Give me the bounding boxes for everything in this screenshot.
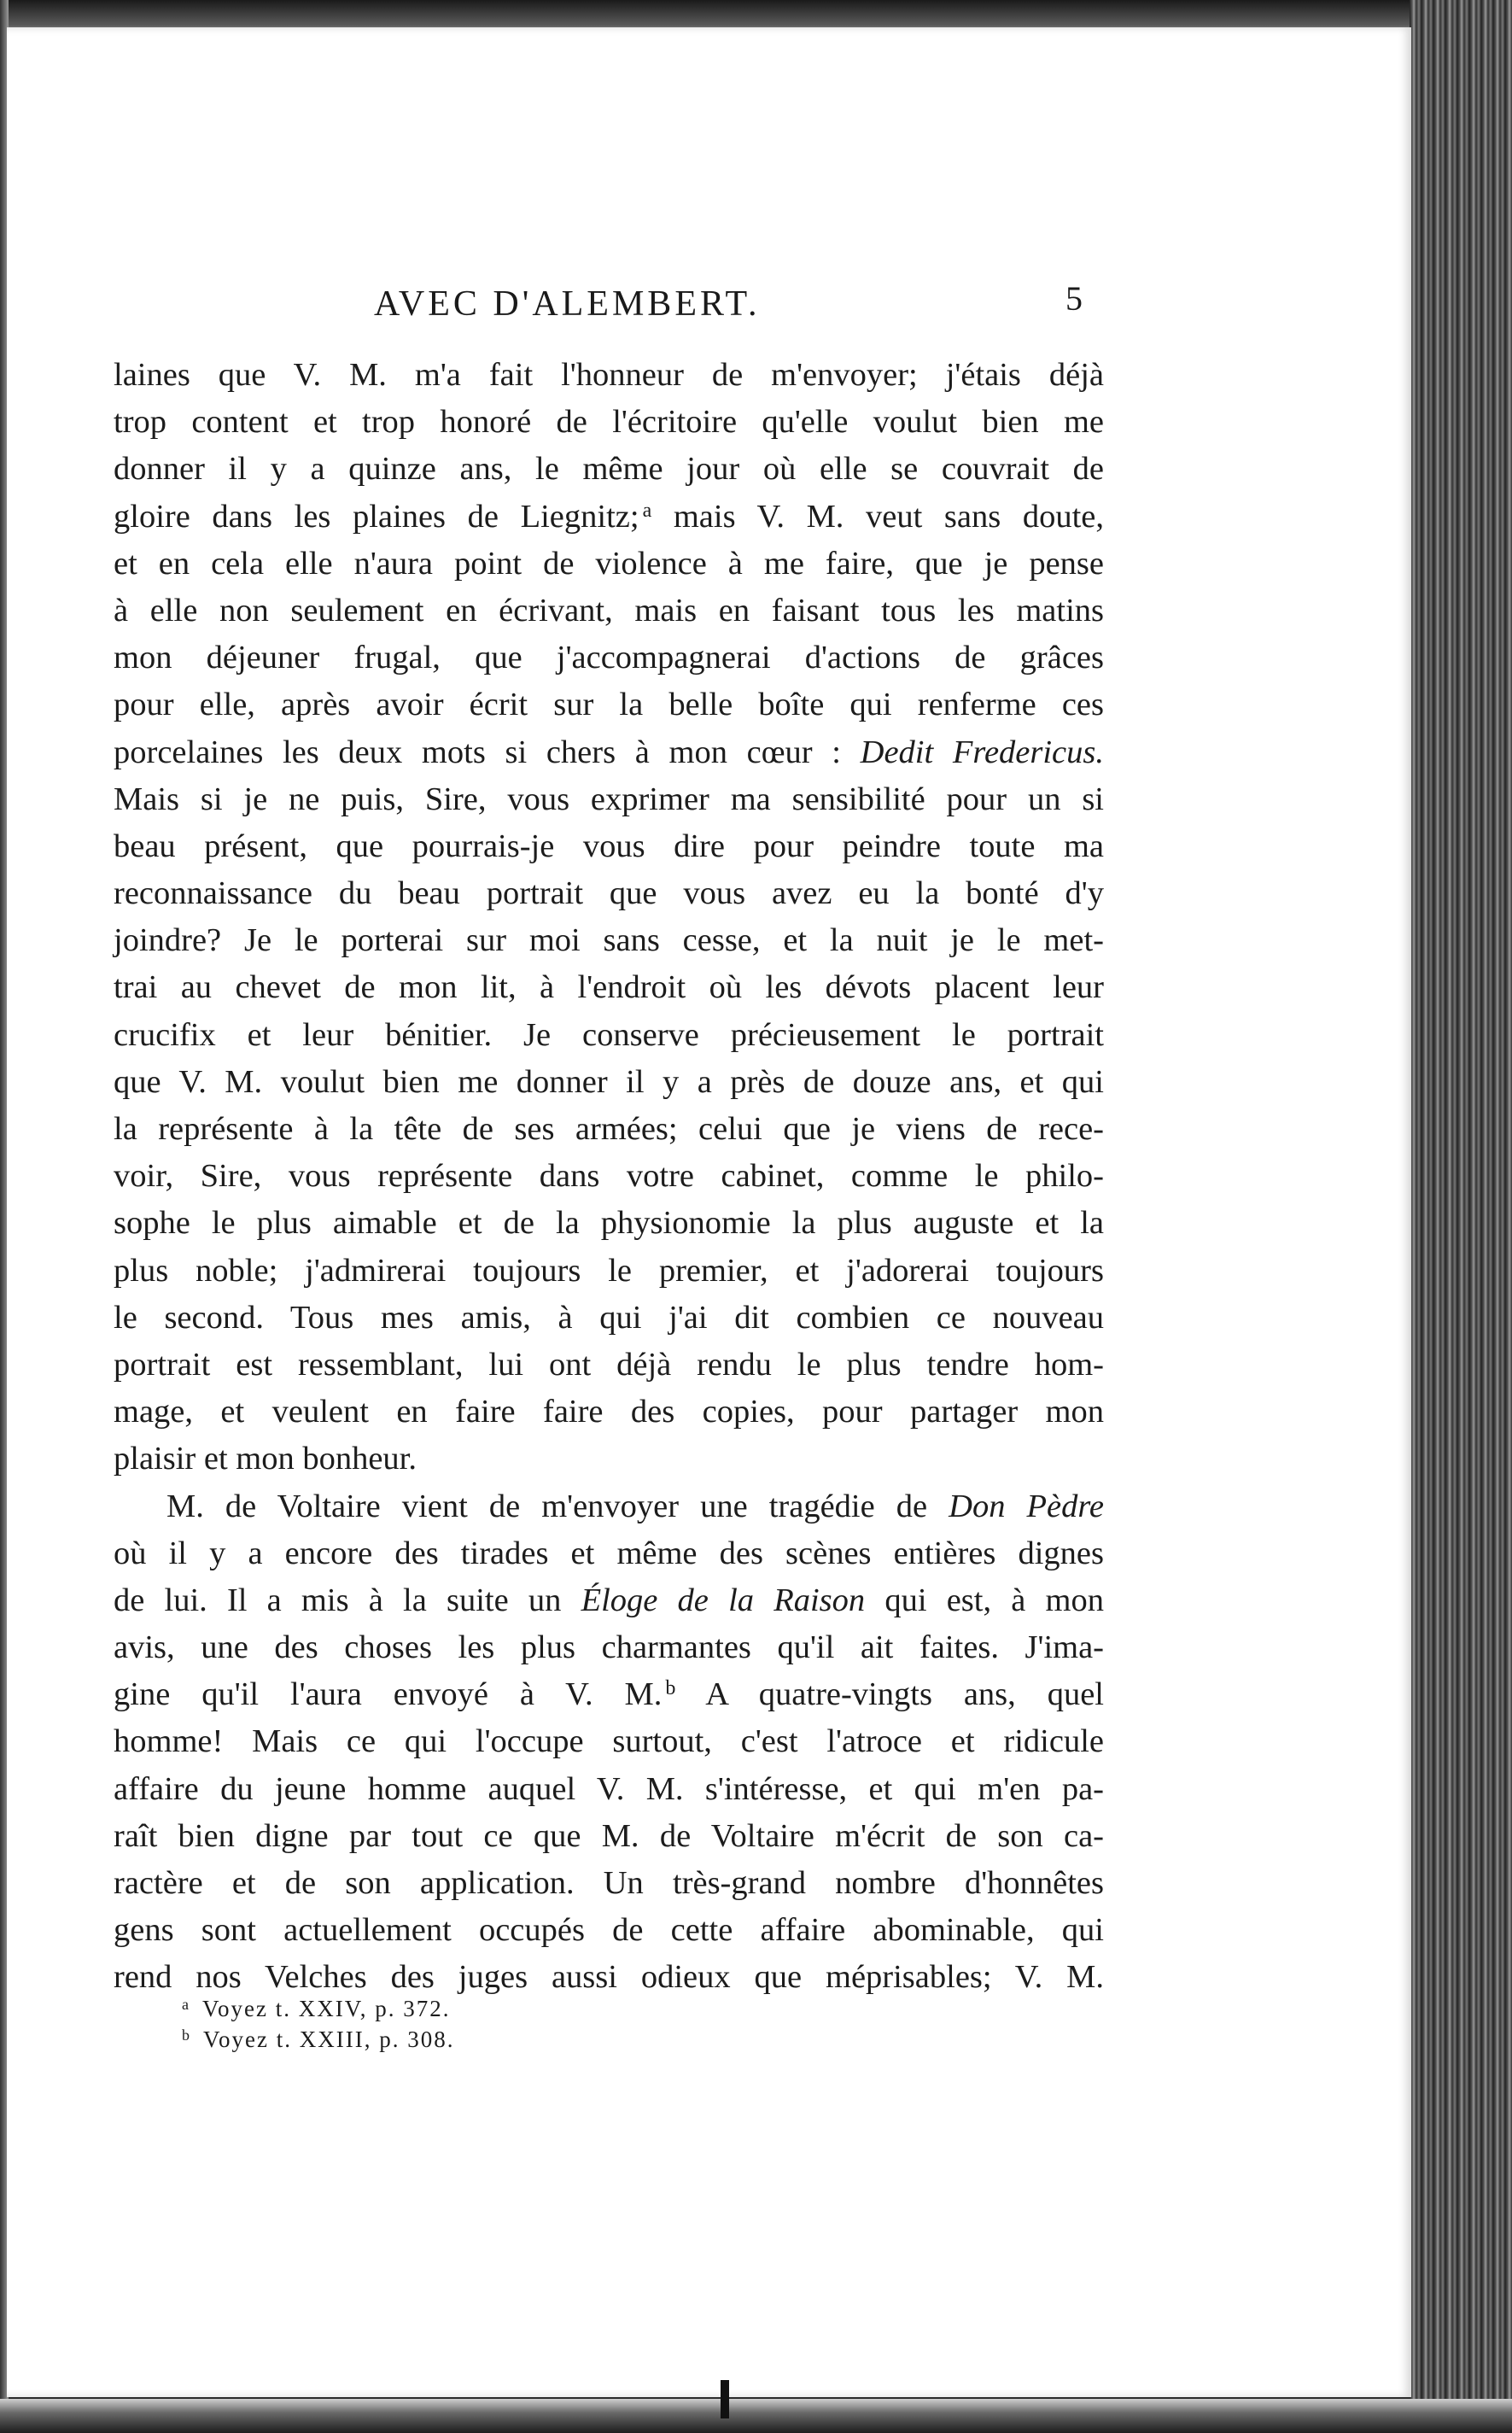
text-segment: porcelaines les deux mots si chers à mon cœur : bbox=[114, 734, 841, 770]
text-line: rend nos Velches des juges aussi odieux que méprisables; V. M. bbox=[114, 1959, 1104, 1996]
text-segment: qui est, à mon bbox=[884, 1582, 1104, 1618]
scan-border-right bbox=[1410, 0, 1512, 2433]
text-segment: mais V. M. veut sans doute, bbox=[673, 498, 1105, 535]
text-line bbox=[114, 729, 1104, 776]
text-line: beau présent, que pourrais-je vous dire pour peindre toute ma bbox=[114, 828, 1104, 864]
page-number: 5 bbox=[1065, 279, 1083, 318]
text-segment: gloire dans les plaines de Liegnitz; bbox=[114, 498, 639, 535]
text-line: ractère et de son application. Un très-grand nombre d'honnêtes bbox=[114, 1865, 1104, 1901]
text-line bbox=[114, 1577, 1104, 1624]
text-line: plaisir et mon bonheur. bbox=[114, 1441, 417, 1477]
text-line: sophe le plus aimable et de la physionomie la plus auguste et la bbox=[114, 1205, 1104, 1242]
running-head: AVEC D'ALEMBERT. bbox=[374, 284, 761, 324]
text-line bbox=[114, 1483, 1104, 1530]
text-segment: de lui. Il a mis à la suite un bbox=[114, 1582, 562, 1618]
text-line: reconnaissance du beau portrait que vous avez eu la bonté d'y bbox=[114, 875, 1104, 912]
text-line: où il y a encore des tirades et même des scènes entières dignes bbox=[114, 1535, 1104, 1571]
text-line bbox=[114, 1671, 1104, 1718]
text-line: que V. M. voulut bien me donner il y a près de douze ans, et qui bbox=[114, 1063, 1104, 1100]
text-line: voir, Sire, vous représente dans votre cabinet, comme le philo- bbox=[114, 1158, 1104, 1195]
text-line: gens sont actuellement occupés de cette affaire abominable, qui bbox=[114, 1912, 1104, 1949]
footnote-text: Voyez t. XXIV, p. 372. bbox=[202, 1996, 451, 2021]
text-line: la représente à la tête de ses armées; celui que je viens de rece- bbox=[114, 1111, 1104, 1147]
text-line: affaire du jeune homme auquel V. M. s'intéresse, et qui m'en pa- bbox=[114, 1770, 1104, 1807]
footnote-a bbox=[182, 1993, 454, 2024]
text-line: portrait est ressemblant, lui ont déjà rendu le plus tendre hom- bbox=[114, 1346, 1104, 1383]
text-line: pour elle, après avoir écrit sur la belle boîte qui renferme ces bbox=[114, 687, 1104, 723]
book-page bbox=[7, 27, 1411, 2397]
italic-text: Éloge de la Raison bbox=[581, 1582, 866, 1618]
text-line: donner il y a quinze ans, le même jour où elle se couvrait de bbox=[114, 451, 1104, 488]
text-line: plus noble; j'admirerai toujours le premier, et j'adorerai toujours bbox=[114, 1252, 1104, 1289]
footnotes bbox=[182, 1993, 454, 2055]
text-line bbox=[114, 494, 1104, 541]
binding-mark bbox=[721, 2380, 729, 2418]
text-line: le second. Tous mes amis, à qui j'ai dit combien ce nouveau bbox=[114, 1299, 1104, 1336]
footnote-text: Voyez t. XXIII, p. 308. bbox=[203, 2027, 455, 2052]
italic-text: Don Pèdre bbox=[949, 1488, 1104, 1524]
text-line: trai au chevet de mon lit, à l'endroit où les dévots placent leur bbox=[114, 969, 1104, 1006]
scan-border-bottom bbox=[0, 2399, 1512, 2433]
text-segment: A quatre-vingts ans, quel bbox=[705, 1676, 1104, 1713]
text-line: avis, une des choses les plus charmantes qu'il ait faites. J'ima- bbox=[114, 1629, 1104, 1666]
text-line: trop content et trop honoré de l'écritoire qu'elle voulut bien me bbox=[114, 404, 1104, 441]
text-line: mon déjeuner frugal, que j'accompagnerai d'actions de grâces bbox=[114, 640, 1104, 676]
text-line: joindre? Je le porterai sur moi sans cesse, et la nuit je le met- bbox=[114, 922, 1104, 959]
italic-text: Dedit Fredericus. bbox=[860, 734, 1104, 770]
page-header bbox=[7, 279, 1411, 335]
text-line: et en cela elle n'aura point de violence à me faire, que je pense bbox=[114, 545, 1104, 582]
footnote-marker-a: a bbox=[642, 499, 652, 522]
footnote-marker-b: b bbox=[665, 1677, 676, 1700]
text-line: Mais si je ne puis, Sire, vous exprimer ma sensibilité pour un si bbox=[114, 781, 1104, 817]
footnote-marker: b bbox=[182, 2027, 191, 2044]
text-line: mage, et veulent en faire faire des copies, pour partager mon bbox=[114, 1394, 1104, 1430]
text-line: raît bien digne par tout ce que M. de Voltaire m'écrit de son ca- bbox=[114, 1817, 1104, 1854]
text-line: laines que V. M. m'a fait l'honneur de m'envoyer; j'étais déjà bbox=[114, 357, 1104, 393]
body-text bbox=[114, 352, 1104, 2002]
footnote-b bbox=[182, 2024, 454, 2055]
text-line: à elle non seulement en écrivant, mais en faisant tous les matins bbox=[114, 592, 1104, 629]
text-line: homme! Mais ce qui l'occupe surtout, c'est l'atroce et ridicule bbox=[114, 1723, 1104, 1760]
text-line: crucifix et leur bénitier. Je conserve précieusement le portrait bbox=[114, 1016, 1104, 1053]
footnote-marker: a bbox=[182, 1996, 190, 2013]
text-segment: M. de Voltaire vient de m'envoyer une tragédie de bbox=[166, 1488, 928, 1524]
text-segment: gine qu'il l'aura envoyé à V. M. bbox=[114, 1676, 663, 1713]
